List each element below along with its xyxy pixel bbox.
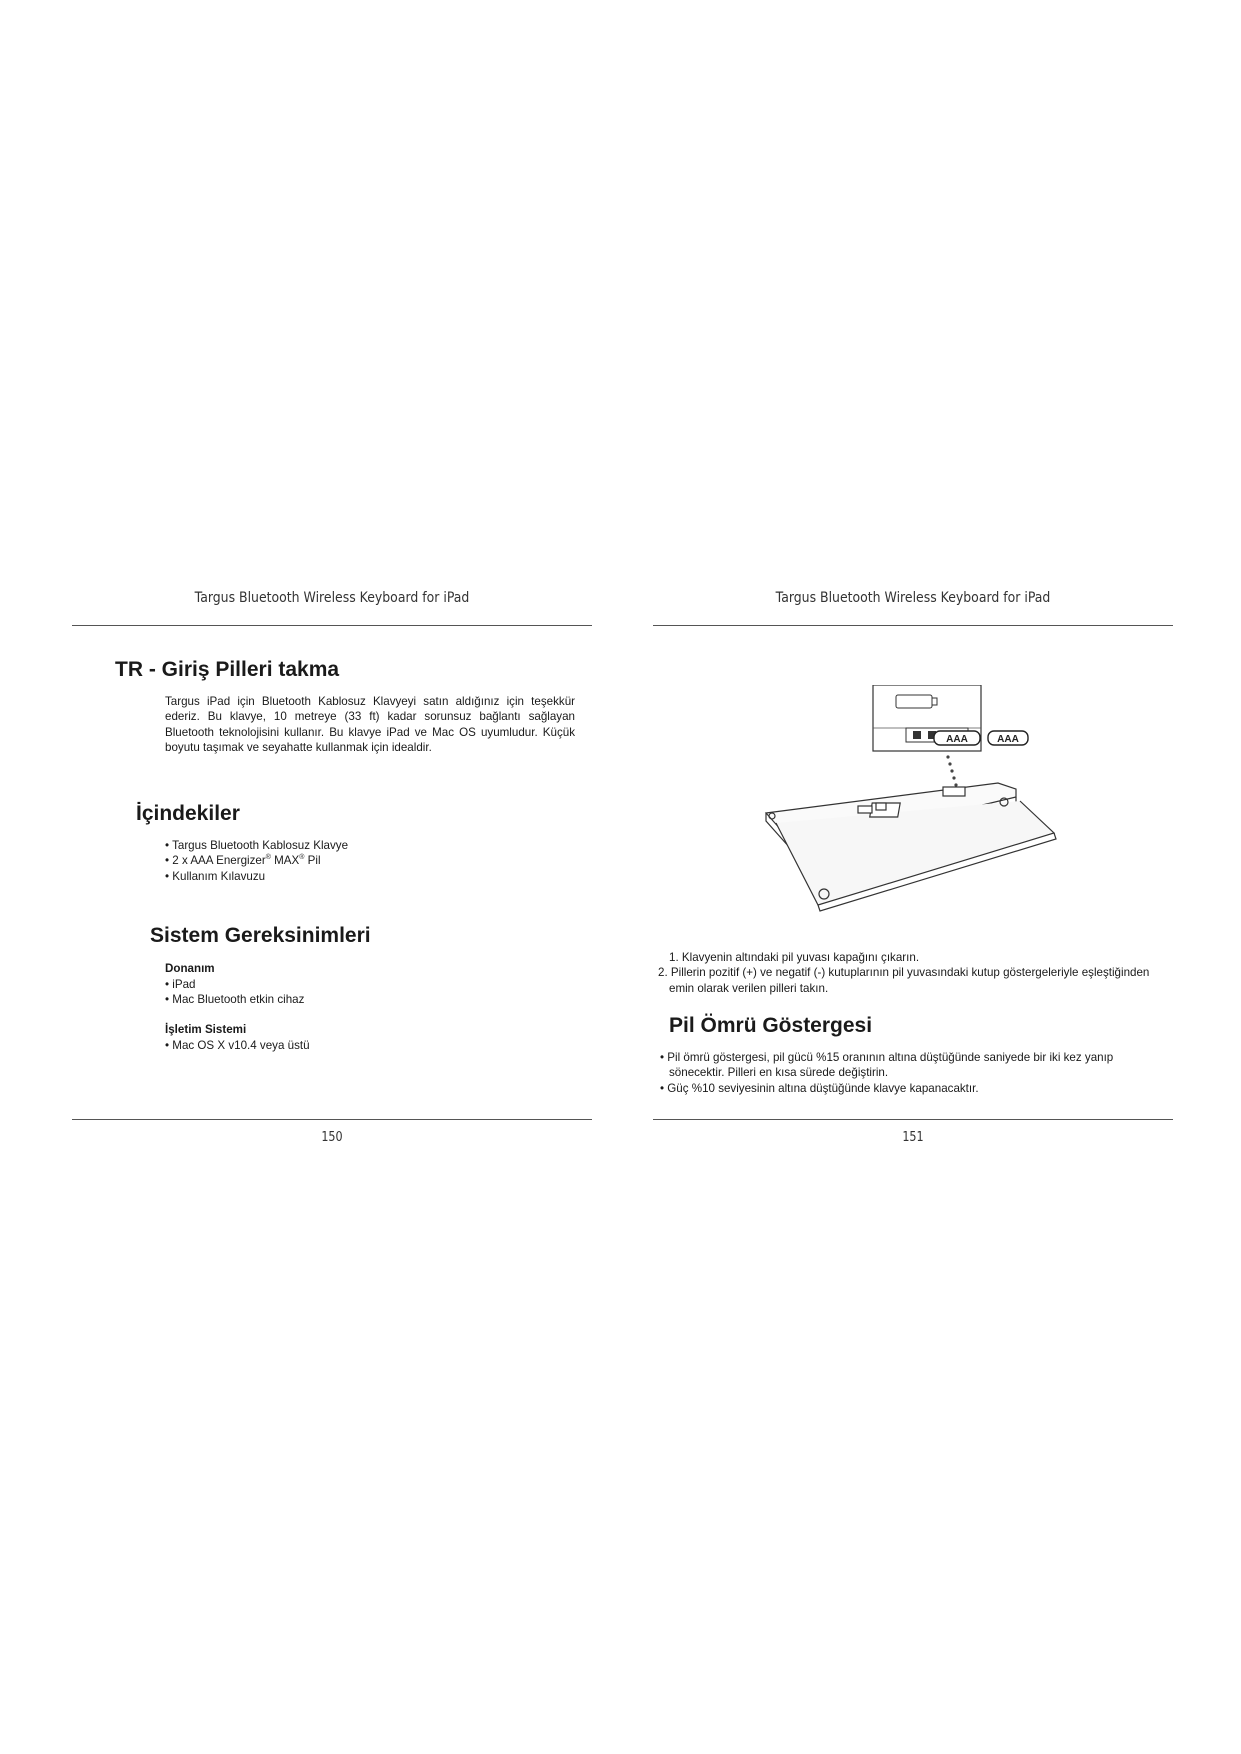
battery-life-heading: Pil Ömrü Göstergesi (669, 1014, 873, 1037)
list-item: • Güç %10 seviyesinin altına düştüğünde klavye kapanacaktır. (660, 1081, 979, 1095)
hardware-heading: Donanım (165, 962, 215, 975)
os-list (165, 1038, 545, 1053)
list-item: 1. Klavyenin altındaki pil yuvası kapağını çıkarın. (669, 951, 920, 964)
page-number-left: 150 (321, 1130, 343, 1145)
requirements-heading: Sistem Gereksinimleri (150, 924, 371, 947)
list-item: • 2 x AAA Energizer® MAX® Pil (165, 854, 321, 868)
contents-heading: İçindekiler (136, 802, 240, 825)
battery-outline-icon (896, 695, 932, 708)
aaa-battery-icon (934, 731, 980, 745)
running-head-right: Targus Bluetooth Wireless Keyboard for iPad (775, 590, 1051, 606)
page-number-right: 151 (902, 1130, 924, 1145)
leader-dots (946, 755, 957, 786)
header-rule-left (72, 625, 592, 626)
battery-installation-diagram (758, 685, 1058, 935)
intro-paragraph: Targus iPad için Bluetooth Kablosuz Klavyeyi satın aldığınız için teşekkür ederiz. Bu klavye, 10 metreye (33 ft) kadar sorunsuz bağlantı sağlayan Bluetooth teknolojisini kullanır. Bu klavye iPad ve Mac OS uyumludur. Küçük boyutu taşımak ve seyahatte kullanmak için idealdir. (165, 695, 575, 754)
list-item: • iPad (165, 978, 196, 991)
list-item: 2. Pillerin pozitif (+) ve negatif (-) kutuplarının pil yuvasındaki kutup göstergeleriyle eşleştiğinden emin olarak verilen pilleri takın. (658, 966, 1150, 995)
battery-terminal-icon (932, 698, 937, 705)
list-item: • Mac OS X v10.4 veya üstü (165, 1039, 310, 1052)
battery-label: AAA (946, 734, 968, 745)
aaa-battery-icon (988, 731, 1028, 745)
list-item: • Kullanım Kılavuzu (165, 869, 266, 883)
running-head-left: Targus Bluetooth Wireless Keyboard for iPad (194, 590, 470, 606)
slot-contact (913, 731, 921, 739)
battery-label: AAA (997, 734, 1019, 745)
footer-rule-right (653, 1119, 1173, 1120)
hardware-list (165, 977, 545, 1008)
footer-rule-left (72, 1119, 592, 1120)
list-item: • Pil ömrü göstergesi, pil gücü %15 oranının altına düştüğünde saniyede bir iki kez yanıp sönecektir. Pilleri en kısa sürede değiştirin. (660, 1051, 1114, 1080)
os-heading: İşletim Sistemi (165, 1023, 247, 1036)
battery-life-list (660, 1050, 1169, 1096)
list-item: • Targus Bluetooth Kablosuz Klavye (165, 839, 349, 852)
contents-list (165, 838, 545, 884)
right-page (653, 590, 1173, 1150)
header-rule-right (653, 625, 1173, 626)
left-page (72, 590, 592, 1150)
installation-steps (658, 950, 1169, 996)
keyboard-underside-icon (766, 783, 1056, 911)
list-item: • Mac Bluetooth etkin cihaz (165, 993, 305, 1007)
page-title: TR - Giriş Pilleri takma (115, 658, 340, 681)
